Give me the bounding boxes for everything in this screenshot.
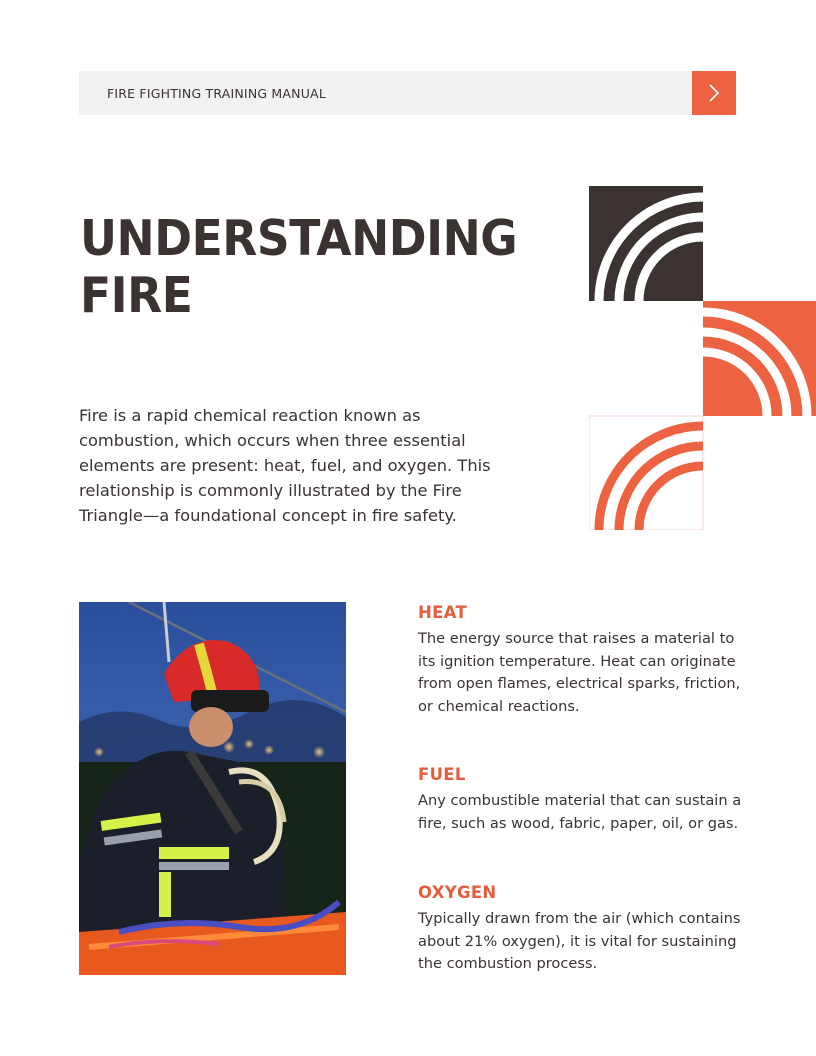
element-description: Any combustible material that can sustain a fire, such as wood, fabric, paper, oil, or gas. [418,792,742,832]
element-description: Typically drawn from the air (which contains about 21% oxygen), it is vital for sustaining the combustion process. [418,910,741,973]
element-oxygen [418,882,748,976]
page-title: UNDERSTANDING FIRE [80,210,518,324]
intro-paragraph: Fire is a rapid chemical reaction known as combustion, which occurs when three essential elements are present: heat, fuel, and oxygen. This relationship is commonly illustrated by the Fire Triangle—a foundational concept in fire safety. [79,406,491,525]
element-heat [418,602,748,718]
element-heading: HEAT [418,603,468,622]
firefighter-photo [79,602,346,975]
element-heading: FUEL [418,765,466,784]
decorative-arcs-graphic [589,186,816,530]
header-bar [79,71,692,115]
element-fuel [418,764,748,835]
element-description: The energy source that raises a material to its ignition temperature. Heat can originate from open flames, electrical sparks, friction, or chemical reactions. [418,630,741,715]
element-heading: OXYGEN [418,883,497,902]
chevron-right-icon [707,82,721,104]
next-page-button[interactable] [692,71,736,115]
header-title: FIRE FIGHTING TRAINING MANUAL [107,85,326,101]
